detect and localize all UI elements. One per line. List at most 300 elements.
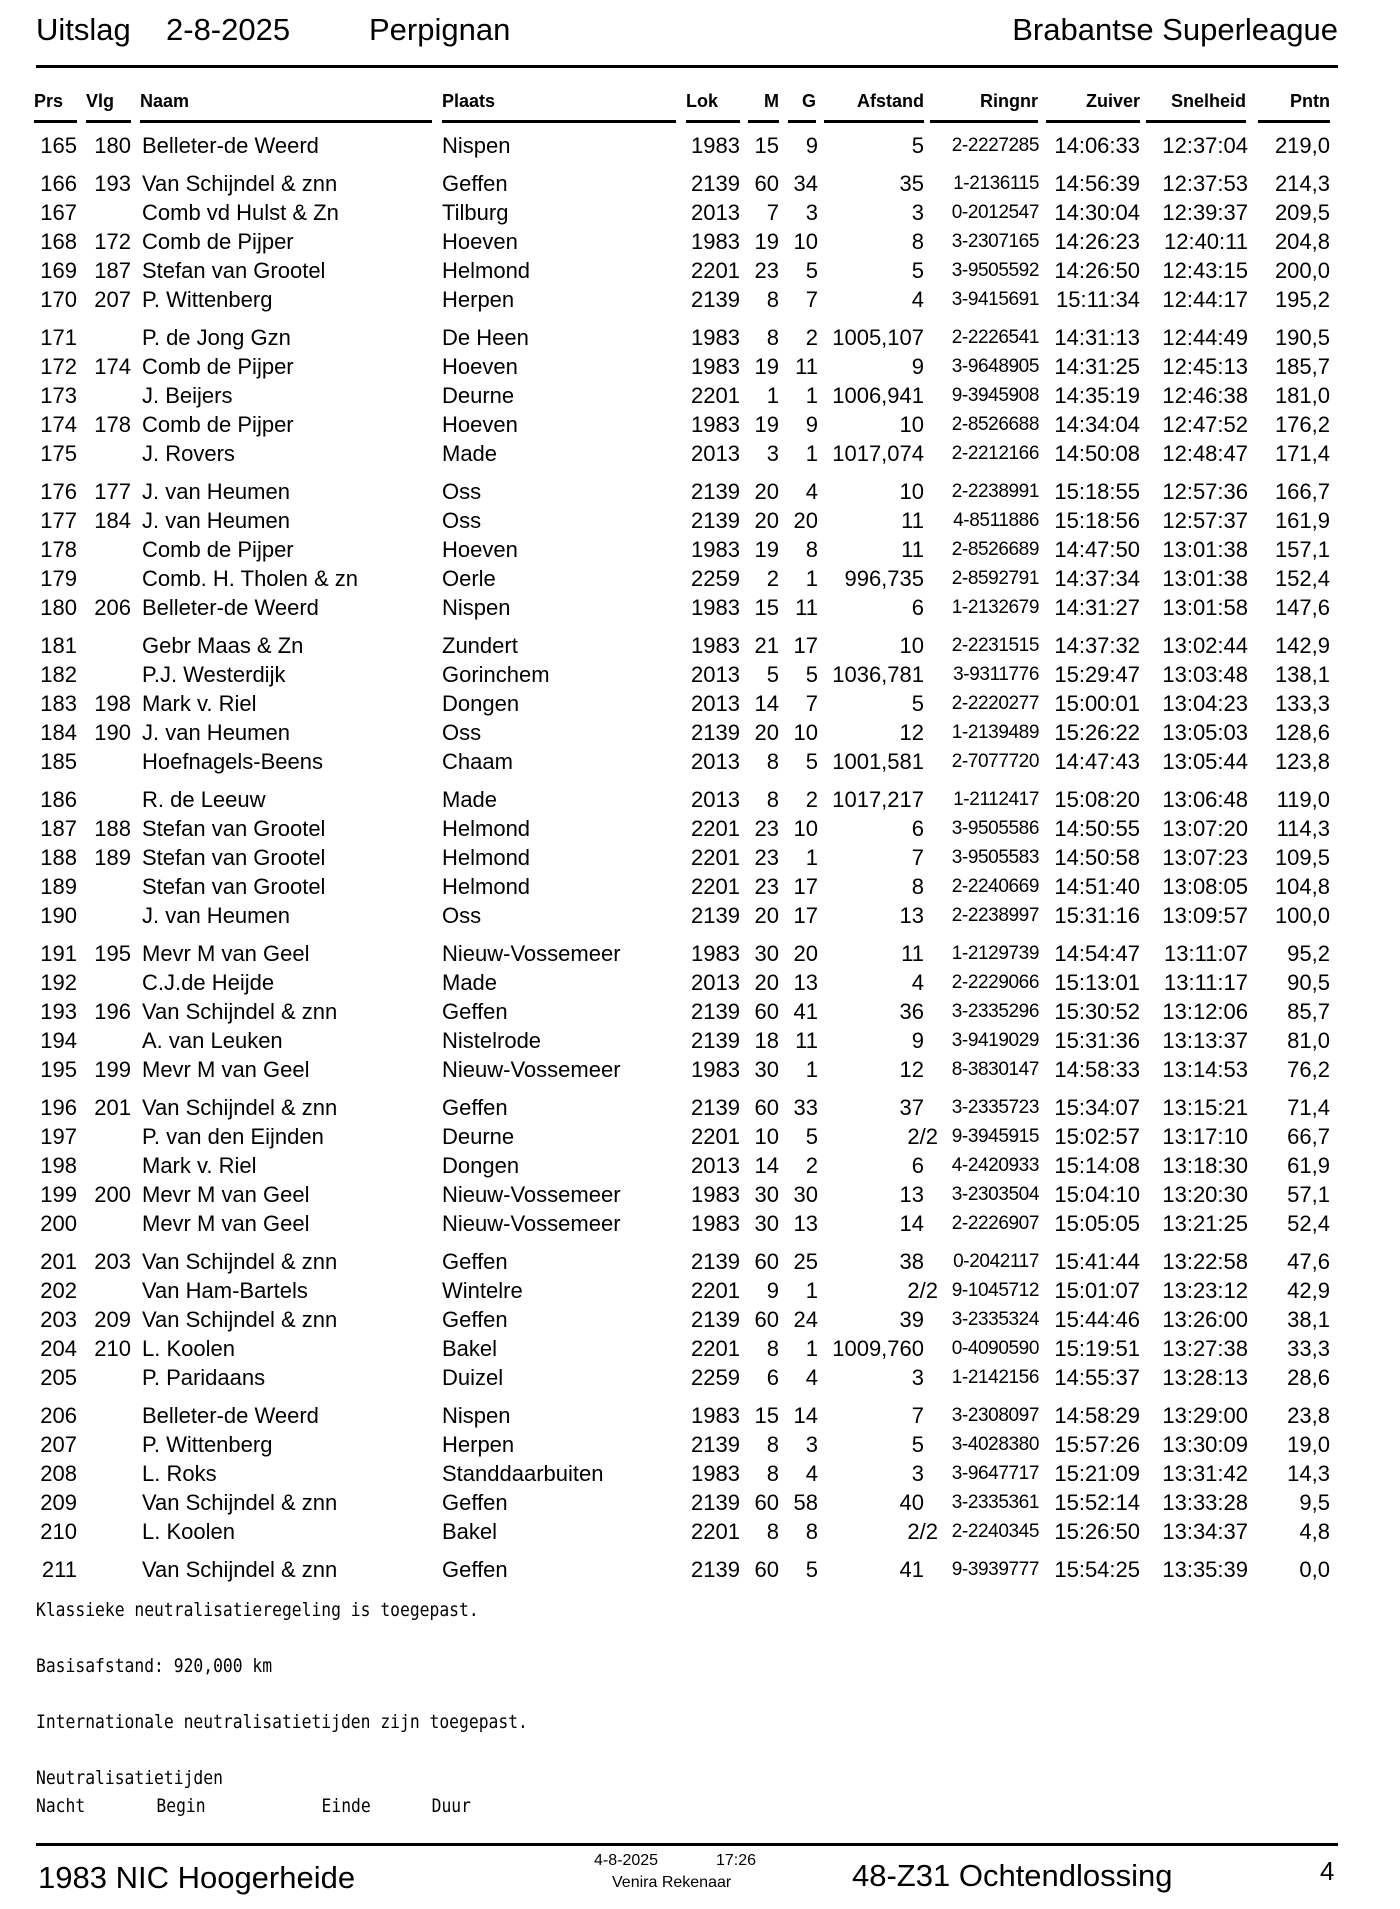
cell-afstand: 12: [899, 1057, 924, 1082]
cell-g: 1: [805, 383, 818, 408]
cell-vlg: 209: [94, 1307, 131, 1332]
cell-afstand: 7: [911, 1403, 924, 1428]
cell-zuiver: 14:58:33: [1054, 1057, 1140, 1082]
competition-name: Brabantse Superleague: [1012, 12, 1338, 47]
cell-ringnr: 3-2308097: [951, 1405, 1039, 1426]
cell-afstand: 8: [911, 229, 924, 254]
cell-lok: 1983: [691, 633, 740, 658]
cell-lok: 2139: [691, 1557, 740, 1582]
cell-pntn: 171,4: [1274, 441, 1330, 466]
cell-m: 15: [754, 1403, 779, 1428]
cell-g: 11: [795, 1028, 818, 1053]
cell-naam: L. Koolen: [142, 1336, 235, 1361]
cell-pntn: 195,2: [1274, 287, 1330, 312]
cell-ringnr: 3-4028380: [951, 1434, 1039, 1455]
cell-m: 20: [754, 720, 779, 745]
cell-zuiver: 14:51:40: [1054, 874, 1140, 899]
cell-ringnr: 2-2238997: [951, 905, 1039, 926]
cell-zuiver: 14:47:43: [1054, 749, 1140, 774]
cell-snelheid: 12:45:13: [1162, 354, 1248, 379]
cell-m: 8: [766, 1336, 779, 1361]
cell-ringnr: 0-4090590: [951, 1338, 1039, 1359]
cell-naam: Mevr M van Geel: [142, 941, 310, 966]
cell-plaats: Bakel: [442, 1336, 498, 1361]
note-neutralisation-rule: Klassieke neutralisatieregeling is toegepast.: [36, 1599, 479, 1621]
cell-prs: 197: [40, 1124, 77, 1149]
race-code: 48-Z31 Ochtendlossing: [852, 1858, 1173, 1893]
cell-zuiver: 15:54:25: [1054, 1557, 1140, 1582]
cell-snelheid: 13:18:30: [1162, 1153, 1248, 1178]
cell-naam: Comb vd Hulst & Zn: [142, 200, 339, 225]
table-row: [0, 902, 1400, 930]
cell-ringnr: 2-2231515: [951, 635, 1039, 656]
cell-pntn: 100,0: [1274, 903, 1330, 928]
cell-zuiver: 14:47:50: [1054, 537, 1140, 562]
cell-lok: 2139: [691, 171, 740, 196]
cell-zuiver: 15:02:57: [1054, 1124, 1140, 1149]
cell-afstand: 11: [901, 537, 924, 562]
cell-g: 1: [805, 1278, 818, 1303]
cell-prs: 165: [40, 133, 77, 158]
cell-naam: R. de Leeuw: [142, 787, 266, 812]
cell-zuiver: 14:06:33: [1054, 133, 1140, 158]
table-row: [0, 594, 1400, 622]
cell-zuiver: 15:30:52: [1054, 999, 1140, 1024]
cell-lok: 2201: [691, 816, 740, 841]
cell-prs: 207: [40, 1432, 77, 1457]
cell-naam: J. van Heumen: [142, 479, 290, 504]
cell-zuiver: 14:55:37: [1054, 1365, 1140, 1390]
cell-naam: Belleter-de Weerd: [142, 1403, 319, 1428]
cell-zuiver: 15:57:26: [1054, 1432, 1140, 1457]
table-row: [0, 1460, 1400, 1488]
cell-snelheid: 13:04:23: [1162, 691, 1248, 716]
cell-prs: 188: [40, 845, 77, 870]
table-row: [0, 661, 1400, 689]
cell-naam: Comb. H. Tholen & zn: [142, 566, 359, 591]
cell-naam: L. Koolen: [142, 1519, 235, 1544]
table-row: [0, 1181, 1400, 1209]
cell-lok: 2139: [691, 720, 740, 745]
cell-m: 30: [754, 941, 779, 966]
cell-m: 21: [754, 633, 779, 658]
cell-m: 20: [754, 479, 779, 504]
table-row: [0, 1306, 1400, 1334]
cell-snelheid: 13:12:06: [1162, 999, 1248, 1024]
cell-snelheid: 12:43:15: [1162, 258, 1248, 283]
cell-vlg: 190: [94, 720, 131, 745]
cell-afstand: 1036,781: [832, 662, 924, 687]
cell-pntn: 209,5: [1274, 200, 1330, 225]
cell-afstand: 996,735: [844, 566, 924, 591]
col-zuiver: Zuiver: [1046, 88, 1140, 123]
cell-snelheid: 13:15:21: [1162, 1095, 1248, 1120]
cell-zuiver: 15:31:36: [1054, 1028, 1140, 1053]
cell-g: 11: [795, 354, 818, 379]
cell-afstand: 1017,074: [832, 441, 924, 466]
table-row: [0, 440, 1400, 468]
cell-naam: J. Beijers: [142, 383, 233, 408]
col-vlg: Vlg: [86, 88, 131, 123]
cell-g: 9: [805, 412, 818, 437]
cell-lok: 2139: [691, 1249, 740, 1274]
cell-ringnr: 3-9505592: [951, 260, 1039, 281]
cell-pntn: 95,2: [1287, 941, 1330, 966]
cell-zuiver: 15:18:56: [1054, 508, 1140, 533]
cell-vlg: 207: [94, 287, 131, 312]
cell-zuiver: 14:31:27: [1054, 595, 1140, 620]
cell-pntn: 214,3: [1274, 171, 1330, 196]
cell-afstand: 4: [911, 970, 924, 995]
cell-prs: 173: [40, 383, 77, 408]
print-time: 17:26: [716, 1852, 757, 1869]
cell-naam: Comb de Pijper: [142, 229, 294, 254]
cell-ringnr: 1-2129739: [951, 943, 1039, 964]
cell-prs: 203: [40, 1307, 77, 1332]
cell-zuiver: 14:37:34: [1054, 566, 1140, 591]
cell-plaats: Nistelrode: [442, 1028, 542, 1053]
cell-pntn: 133,3: [1274, 691, 1330, 716]
cell-snelheid: 13:31:42: [1162, 1461, 1248, 1486]
cell-lok: 1983: [691, 1461, 740, 1486]
cell-pntn: 152,4: [1274, 566, 1330, 591]
cell-naam: Stefan van Grootel: [142, 874, 326, 899]
cell-plaats: Chaam: [442, 749, 513, 774]
table-row: [0, 748, 1400, 776]
cell-naam: Stefan van Grootel: [142, 258, 326, 283]
cell-afstand: 2/2: [907, 1519, 938, 1544]
cell-snelheid: 13:05:44: [1162, 749, 1248, 774]
cell-pntn: 104,8: [1274, 874, 1330, 899]
cell-naam: Stefan van Grootel: [142, 845, 326, 870]
cell-zuiver: 14:58:29: [1054, 1403, 1140, 1428]
cell-zuiver: 15:34:07: [1054, 1095, 1140, 1120]
cell-prs: 211: [41, 1557, 77, 1582]
cell-pntn: 81,0: [1287, 1028, 1330, 1053]
cell-g: 2: [805, 787, 818, 812]
cell-plaats: De Heen: [442, 325, 529, 350]
cell-afstand: 5: [911, 133, 924, 158]
note-international-neutralisation: Internationale neutralisatietijden zijn toegepast.: [36, 1711, 528, 1733]
note-base-distance: Basisafstand: 920,000 km: [36, 1655, 273, 1677]
cell-pntn: 14,3: [1287, 1461, 1330, 1486]
cell-plaats: Hoeven: [442, 354, 518, 379]
cell-m: 8: [766, 1461, 779, 1486]
cell-m: 20: [754, 970, 779, 995]
cell-plaats: Hoeven: [442, 412, 518, 437]
cell-plaats: Nieuw-Vossemeer: [442, 1211, 621, 1236]
cell-m: 20: [754, 903, 779, 928]
cell-ringnr: 0-2042117: [953, 1251, 1039, 1272]
cell-plaats: Gorinchem: [442, 662, 550, 687]
cell-snelheid: 12:46:38: [1162, 383, 1248, 408]
table-row: [0, 1248, 1400, 1276]
cell-prs: 175: [40, 441, 77, 466]
cell-ringnr: 2-7077720: [951, 751, 1039, 772]
cell-lok: 2139: [691, 1432, 740, 1457]
cell-g: 5: [805, 749, 818, 774]
cell-prs: 172: [40, 354, 77, 379]
cell-ringnr: 1-2139489: [951, 722, 1039, 743]
cell-prs: 199: [40, 1182, 77, 1207]
cell-lok: 2201: [691, 1278, 740, 1303]
cell-m: 23: [754, 845, 779, 870]
cell-zuiver: 15:01:07: [1054, 1278, 1140, 1303]
cell-prs: 196: [40, 1095, 77, 1120]
cell-pntn: 28,6: [1287, 1365, 1330, 1390]
cell-pntn: 204,8: [1274, 229, 1330, 254]
table-row: [0, 478, 1400, 506]
cell-g: 17: [793, 874, 818, 899]
cell-pntn: 57,1: [1287, 1182, 1330, 1207]
cell-prs: 190: [40, 903, 77, 928]
cell-m: 60: [754, 1557, 779, 1582]
cell-ringnr: 2-2238991: [951, 481, 1039, 502]
table-row: [0, 199, 1400, 227]
table-row: [0, 1152, 1400, 1180]
neut-col-begin: Begin: [156, 1795, 206, 1817]
cell-lok: 1983: [691, 325, 740, 350]
cell-zuiver: 14:35:19: [1054, 383, 1140, 408]
cell-plaats: Oss: [442, 508, 482, 533]
cell-pntn: 85,7: [1287, 999, 1330, 1024]
cell-lok: 2139: [691, 1028, 740, 1053]
cell-zuiver: 14:34:04: [1054, 412, 1140, 437]
cell-g: 25: [793, 1249, 818, 1274]
cell-snelheid: 13:14:53: [1162, 1057, 1248, 1082]
cell-naam: Belleter-de Weerd: [142, 595, 319, 620]
cell-g: 7: [805, 691, 818, 716]
cell-lok: 2013: [691, 787, 740, 812]
cell-naam: A. van Leuken: [142, 1028, 283, 1053]
cell-prs: 182: [40, 662, 77, 687]
cell-zuiver: 15:26:50: [1054, 1519, 1140, 1544]
cell-m: 19: [754, 537, 779, 562]
cell-naam: Belleter-de Weerd: [142, 133, 319, 158]
cell-plaats: Oss: [442, 479, 482, 504]
cell-plaats: Hoeven: [442, 229, 518, 254]
cell-lok: 1983: [691, 1057, 740, 1082]
cell-naam: Van Schijndel & znn: [142, 1095, 338, 1120]
cell-ringnr: 3-9505583: [951, 847, 1039, 868]
cell-plaats: Helmond: [442, 874, 531, 899]
cell-snelheid: 13:21:25: [1162, 1211, 1248, 1236]
cell-zuiver: 15:08:20: [1054, 787, 1140, 812]
cell-naam: P. van den Eijnden: [142, 1124, 324, 1149]
cell-ringnr: 3-9419029: [951, 1030, 1039, 1051]
table-row: [0, 353, 1400, 381]
cell-plaats: Geffen: [442, 171, 508, 196]
cell-lok: 1983: [691, 133, 740, 158]
table-row: [0, 286, 1400, 314]
cell-ringnr: 4-8511886: [953, 510, 1039, 531]
cell-naam: Van Schijndel & znn: [142, 1249, 338, 1274]
cell-snelheid: 13:30:09: [1162, 1432, 1248, 1457]
cell-plaats: Made: [442, 787, 498, 812]
cell-lok: 2013: [691, 970, 740, 995]
cell-vlg: 201: [94, 1095, 131, 1120]
col-plaats: Plaats: [442, 88, 676, 123]
cell-afstand: 2/2: [907, 1124, 938, 1149]
cell-naam: J. van Heumen: [142, 720, 290, 745]
cell-snelheid: 13:11:07: [1163, 941, 1248, 966]
col-naam: Naam: [140, 88, 432, 123]
cell-m: 30: [754, 1211, 779, 1236]
cell-plaats: Helmond: [442, 258, 531, 283]
cell-m: 1: [766, 383, 779, 408]
cell-prs: 180: [40, 595, 77, 620]
cell-prs: 186: [40, 787, 77, 812]
cell-snelheid: 13:35:39: [1162, 1557, 1248, 1582]
cell-snelheid: 13:01:38: [1162, 566, 1248, 591]
cell-plaats: Nispen: [442, 133, 511, 158]
cell-naam: Mark v. Riel: [142, 691, 257, 716]
cell-pntn: 71,4: [1287, 1095, 1330, 1120]
cell-g: 13: [793, 1211, 818, 1236]
cell-vlg: 196: [94, 999, 131, 1024]
cell-g: 2: [805, 325, 818, 350]
cell-vlg: 178: [94, 412, 131, 437]
cell-plaats: Hoeven: [442, 537, 518, 562]
cell-plaats: Helmond: [442, 816, 531, 841]
cell-lok: 2139: [691, 1307, 740, 1332]
cell-prs: 192: [40, 970, 77, 995]
cell-g: 13: [793, 970, 818, 995]
cell-afstand: 12: [899, 720, 924, 745]
cell-ringnr: 2-2240345: [951, 1521, 1039, 1542]
table-row: [0, 1489, 1400, 1517]
cell-m: 60: [754, 171, 779, 196]
cell-plaats: Nieuw-Vossemeer: [442, 1057, 621, 1082]
table-row: [0, 132, 1400, 160]
col-m: M: [748, 88, 779, 123]
cell-lok: 2013: [691, 749, 740, 774]
cell-snelheid: 13:08:05: [1162, 874, 1248, 899]
cell-plaats: Oss: [442, 720, 482, 745]
cell-naam: L. Roks: [142, 1461, 217, 1486]
cell-prs: 193: [40, 999, 77, 1024]
cell-ringnr: 2-8526688: [951, 414, 1039, 435]
cell-g: 10: [793, 720, 818, 745]
cell-vlg: 188: [94, 816, 131, 841]
cell-naam: Comb de Pijper: [142, 412, 294, 437]
cell-afstand: 5: [911, 258, 924, 283]
cell-afstand: 6: [911, 1153, 924, 1178]
cell-zuiver: 15:13:01: [1054, 970, 1140, 995]
cell-pntn: 90,5: [1287, 970, 1330, 995]
cell-g: 4: [805, 479, 818, 504]
cell-pntn: 185,7: [1274, 354, 1330, 379]
table-row: [0, 786, 1400, 814]
cell-m: 8: [766, 1519, 779, 1544]
cell-ringnr: 8-3830147: [951, 1059, 1039, 1080]
cell-m: 14: [754, 691, 779, 716]
cell-m: 10: [754, 1124, 779, 1149]
cell-m: 60: [754, 1095, 779, 1120]
table-row: [0, 940, 1400, 968]
cell-g: 1: [805, 441, 818, 466]
cell-pntn: 114,3: [1276, 816, 1330, 841]
cell-afstand: 3: [911, 1365, 924, 1390]
cell-zuiver: 15:44:46: [1054, 1307, 1140, 1332]
col-g: G: [788, 88, 816, 123]
cell-prs: 179: [40, 566, 77, 591]
cell-naam: C.J.de Heijde: [142, 970, 275, 995]
cell-ringnr: 3-9415691: [951, 289, 1039, 310]
cell-m: 8: [766, 287, 779, 312]
cell-g: 1: [805, 1336, 818, 1361]
cell-zuiver: 15:04:10: [1054, 1182, 1140, 1207]
cell-snelheid: 12:40:11: [1163, 229, 1248, 254]
cell-snelheid: 13:27:38: [1162, 1336, 1248, 1361]
cell-g: 7: [805, 287, 818, 312]
cell-g: 20: [793, 508, 818, 533]
cell-afstand: 13: [899, 903, 924, 928]
report-title: Uitslag: [36, 12, 131, 47]
cell-m: 20: [754, 508, 779, 533]
cell-vlg: 195: [94, 941, 131, 966]
cell-vlg: 189: [94, 845, 131, 870]
page-footer: [0, 1846, 1400, 1906]
col-pntn: Pntn: [1258, 88, 1330, 123]
cell-snelheid: 12:44:49: [1162, 325, 1248, 350]
cell-plaats: Nieuw-Vossemeer: [442, 1182, 621, 1207]
cell-naam: P. de Jong Gzn: [142, 325, 291, 350]
cell-prs: 174: [40, 412, 77, 437]
cell-plaats: Nieuw-Vossemeer: [442, 941, 621, 966]
cell-g: 24: [793, 1307, 818, 1332]
cell-plaats: Zundert: [442, 633, 518, 658]
cell-lok: 2139: [691, 1095, 740, 1120]
cell-g: 20: [793, 941, 818, 966]
cell-lok: 2201: [691, 1124, 740, 1149]
cell-zuiver: 14:37:32: [1054, 633, 1140, 658]
cell-vlg: 206: [94, 595, 131, 620]
cell-g: 9: [805, 133, 818, 158]
cell-naam: J. Rovers: [142, 441, 235, 466]
table-row: [0, 1056, 1400, 1084]
cell-ringnr: 3-2335361: [951, 1492, 1039, 1513]
cell-pntn: 66,7: [1287, 1124, 1330, 1149]
cell-ringnr: 2-2226907: [951, 1213, 1039, 1234]
cell-snelheid: 13:05:03: [1162, 720, 1248, 745]
cell-zuiver: 14:31:25: [1054, 354, 1140, 379]
cell-afstand: 1017,217: [832, 787, 924, 812]
cell-afstand: 39: [899, 1307, 924, 1332]
cell-m: 23: [754, 258, 779, 283]
cell-lok: 2201: [691, 845, 740, 870]
cell-plaats: Made: [442, 441, 498, 466]
cell-prs: 166: [40, 171, 77, 196]
cell-pntn: 4,8: [1299, 1519, 1330, 1544]
cell-naam: Hoefnagels-Beens: [142, 749, 324, 774]
cell-naam: Mevr M van Geel: [142, 1182, 310, 1207]
cell-pntn: 23,8: [1287, 1403, 1330, 1428]
cell-lok: 2139: [691, 479, 740, 504]
cell-afstand: 35: [899, 171, 924, 196]
table-row: [0, 1518, 1400, 1546]
cell-g: 3: [805, 1432, 818, 1457]
cell-lok: 2259: [691, 566, 740, 591]
cell-zuiver: 15:29:47: [1054, 662, 1140, 687]
cell-ringnr: 9-3939777: [951, 1559, 1039, 1580]
cell-g: 58: [793, 1490, 818, 1515]
cell-zuiver: 14:50:58: [1054, 845, 1140, 870]
cell-m: 23: [754, 874, 779, 899]
cell-afstand: 1009,760: [832, 1336, 924, 1361]
cell-pntn: 181,0: [1274, 383, 1330, 408]
cell-m: 6: [766, 1365, 779, 1390]
